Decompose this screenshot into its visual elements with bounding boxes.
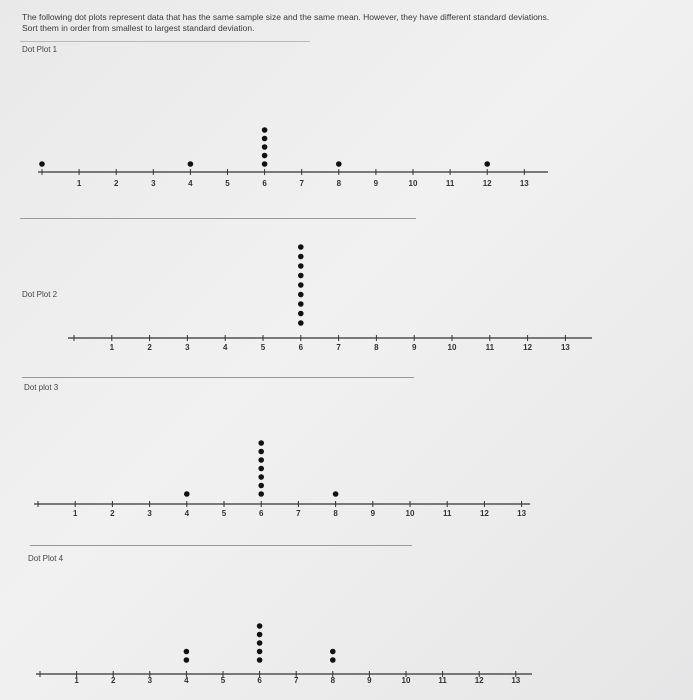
tick-label: 7 bbox=[336, 343, 341, 352]
tick-label: 6 bbox=[258, 509, 264, 518]
tick-label: 6 bbox=[298, 343, 304, 352]
tick-label: 11 bbox=[485, 343, 495, 352]
tick-label: 6 bbox=[262, 179, 267, 188]
data-dot bbox=[184, 649, 190, 655]
tick-label: 4 bbox=[188, 179, 193, 188]
tick-label: 5 bbox=[260, 343, 266, 352]
tick-label: 3 bbox=[185, 343, 190, 352]
tick-label: 8 bbox=[330, 676, 336, 685]
tick-label: 10 bbox=[405, 509, 415, 518]
tick-label: 11 bbox=[438, 676, 447, 685]
instructions-line-2: Sort them in order from smallest to largest standard deviation. bbox=[22, 23, 255, 33]
data-dot bbox=[257, 649, 263, 655]
data-dot bbox=[257, 657, 263, 663]
tick-label: 3 bbox=[147, 676, 153, 685]
tick-label: 3 bbox=[151, 179, 156, 188]
data-dot bbox=[330, 649, 336, 655]
tick-label: 8 bbox=[374, 343, 379, 352]
tick-label: 7 bbox=[293, 676, 299, 685]
tick-label: 12 bbox=[474, 676, 484, 685]
tick-label: 11 bbox=[445, 179, 455, 188]
tick-label: 2 bbox=[113, 179, 119, 188]
tick-label: 1 bbox=[76, 179, 82, 188]
tick-label: 7 bbox=[299, 179, 304, 188]
tick-label: 12 bbox=[523, 343, 533, 352]
data-dot bbox=[184, 657, 190, 663]
tick-label: 5 bbox=[221, 509, 227, 518]
tick-label: 12 bbox=[479, 509, 489, 518]
tick-label: 12 bbox=[482, 179, 492, 188]
data-dot bbox=[257, 623, 263, 629]
tick-label: 1 bbox=[109, 343, 115, 352]
dot-plot-4-title: Dot Plot 4 bbox=[28, 554, 64, 563]
tick-label: 13 bbox=[517, 509, 527, 518]
tick-label: 1 bbox=[74, 676, 79, 685]
tick-label: 2 bbox=[110, 676, 116, 685]
tick-label: 13 bbox=[519, 179, 529, 188]
tick-label: 2 bbox=[147, 343, 152, 352]
tick-label: 10 bbox=[401, 676, 411, 685]
tick-label: 4 bbox=[222, 343, 228, 352]
dot-plot-3-title: Dot plot 3 bbox=[24, 383, 59, 392]
tick-label: 8 bbox=[336, 179, 342, 188]
tick-label: 10 bbox=[408, 179, 418, 188]
tick-label: 10 bbox=[447, 343, 457, 352]
instructions-line-1: The following dot plots represent data that has the same sample size and the same mean. However, they have different standard deviations. bbox=[22, 12, 550, 22]
tick-label: 1 bbox=[72, 509, 78, 518]
tick-label: 9 bbox=[373, 179, 379, 188]
tick-label: 8 bbox=[333, 509, 338, 518]
tick-label: 3 bbox=[147, 509, 152, 518]
data-dot bbox=[257, 640, 263, 646]
tick-label: 9 bbox=[411, 343, 417, 352]
tick-label: 9 bbox=[367, 676, 372, 685]
tick-label: 11 bbox=[442, 509, 452, 518]
tick-label: 2 bbox=[110, 509, 115, 518]
tick-label: 9 bbox=[370, 509, 376, 518]
tick-label: 5 bbox=[220, 676, 226, 685]
data-dot bbox=[257, 632, 263, 638]
tick-label: 13 bbox=[560, 343, 570, 352]
tick-label: 4 bbox=[184, 509, 190, 518]
data-dot bbox=[330, 657, 336, 663]
tick-label: 5 bbox=[225, 179, 230, 188]
dot-plot-2-title: Dot Plot 2 bbox=[22, 290, 58, 299]
tick-label: 7 bbox=[296, 509, 301, 518]
tick-label: 4 bbox=[184, 676, 189, 685]
dot-plot-1-title: Dot Plot 1 bbox=[22, 45, 58, 54]
tick-label: 6 bbox=[257, 676, 262, 685]
tick-label: 13 bbox=[511, 676, 521, 685]
